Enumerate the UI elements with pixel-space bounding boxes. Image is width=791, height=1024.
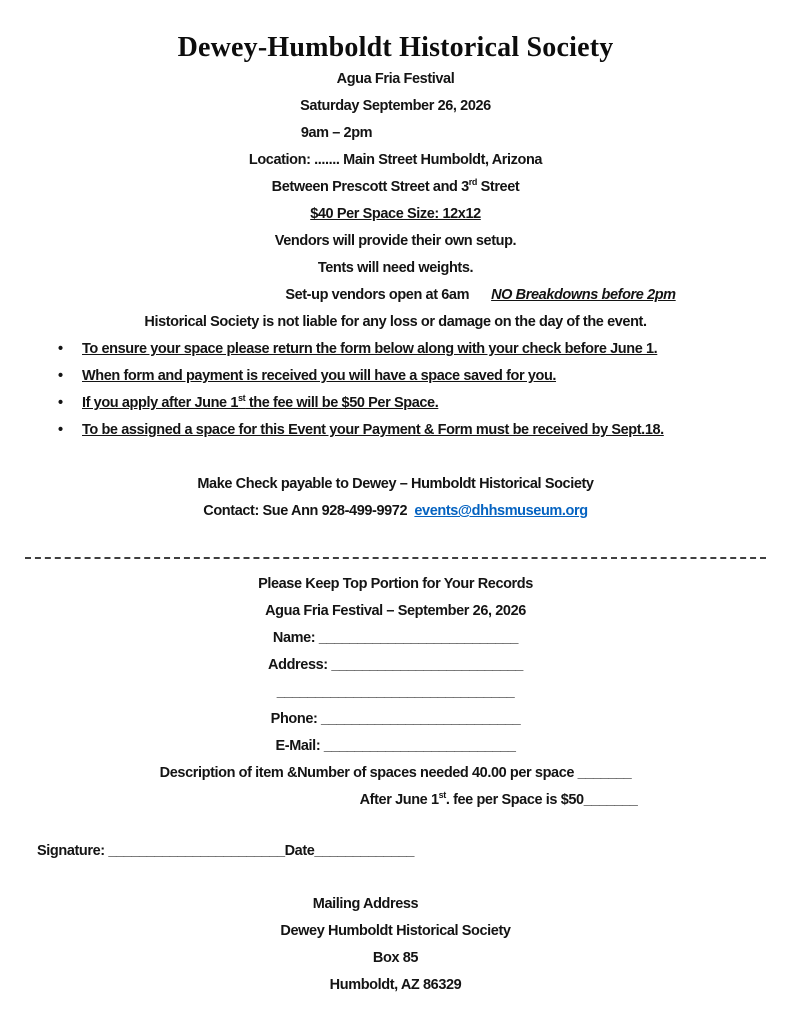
- form-section: [0, 571, 791, 865]
- bullet-dot-icon: •: [58, 341, 63, 357]
- line-description: Description of item &Number of spaces needed 40.00 per space _______: [159, 765, 632, 781]
- bullet-text: If you apply after June 1: [82, 395, 238, 411]
- between-streets-tail: Street: [476, 179, 520, 195]
- setup-open-text: Set-up vendors open at 6am: [285, 287, 470, 303]
- line-keep-top: Please Keep Top Portion for Your Records: [258, 576, 533, 592]
- payment-block: [0, 471, 791, 525]
- line-after-june-fee: [0, 787, 791, 814]
- bullet-dot-icon: •: [58, 368, 63, 384]
- bullet-item-deadline: [58, 417, 791, 444]
- line-location: Location: ....... Main Street Humboldt, Arizona: [248, 152, 543, 168]
- between-streets-text: Between Prescott Street and 3: [271, 179, 469, 195]
- field-address-line2: _______________________________: [276, 684, 515, 700]
- field-address-line: Address: _________________________: [268, 657, 523, 673]
- line-setup-time: [0, 282, 791, 309]
- bullet-text-tail: the fee will be $50 Per Space.: [245, 395, 439, 411]
- line-event-time: 9am – 2pm: [300, 125, 373, 141]
- superscript-ordinal: st: [438, 790, 446, 801]
- bullet-item-space-saved: [58, 363, 791, 390]
- dashed-separator: [25, 557, 766, 559]
- line-between-streets: [0, 174, 791, 201]
- line-vendor-setup: Vendors will provide their own setup.: [274, 233, 517, 249]
- field-signature-line: Signature: _______________________Date_____________: [37, 843, 415, 859]
- mailing-org: Dewey Humboldt Historical Society: [280, 923, 511, 939]
- bullet-item-late-fee: [58, 390, 791, 417]
- superscript-ordinal: rd: [468, 177, 477, 188]
- space-price-text: $40 Per Space Size: 12x12: [310, 206, 481, 222]
- bullet-text: To ensure your space please return the form below along with your check before June 1.: [82, 341, 658, 357]
- bullet-dot-icon: •: [58, 395, 63, 411]
- line-space-price: [0, 201, 791, 228]
- line-contact: [0, 498, 791, 525]
- mailing-box: Box 85: [372, 950, 419, 966]
- doc-title: Dewey-Humboldt Historical Society: [177, 32, 614, 63]
- email-link[interactable]: events@dhhsmuseum.org: [414, 503, 588, 519]
- contact-text: Contact: Sue Ann 928-499-9972: [203, 503, 408, 519]
- bullet-dot-icon: •: [58, 422, 63, 438]
- no-breakdowns-note: NO Breakdowns before 2pm: [491, 287, 676, 303]
- bullet-text: When form and payment is received you will have a space saved for you.: [82, 368, 557, 384]
- field-name-line: Name: __________________________: [272, 630, 519, 646]
- line-festival-name: Agua Fria Festival: [336, 71, 455, 87]
- line-form-event: Agua Fria Festival – September 26, 2026: [265, 603, 526, 619]
- field-email-line: E-Mail: _________________________: [275, 738, 516, 754]
- mailing-address-block: [0, 891, 791, 999]
- bullet-item-return-form: [58, 336, 791, 363]
- after-june-text: After June 1: [359, 792, 439, 808]
- bullet-text: To be assigned a space for this Event your Payment & Form must be received by Sept.18.: [82, 422, 664, 438]
- line-liability: Historical Society is not liable for any loss or damage on the day of the event.: [144, 314, 647, 330]
- superscript-ordinal: st: [238, 393, 246, 404]
- line-make-check: Make Check payable to Dewey – Humboldt Historical Society: [197, 476, 594, 492]
- line-tents-weights: Tents will need weights.: [317, 260, 474, 276]
- mailing-heading: Mailing Address: [312, 896, 419, 912]
- bullet-list: [0, 336, 791, 444]
- line-event-date: Saturday September 26, 2026: [300, 98, 491, 114]
- mailing-city: Humboldt, AZ 86329: [329, 977, 462, 993]
- after-june-tail: . fee per Space is $50_______: [445, 792, 638, 808]
- field-phone-line: Phone: __________________________: [270, 711, 521, 727]
